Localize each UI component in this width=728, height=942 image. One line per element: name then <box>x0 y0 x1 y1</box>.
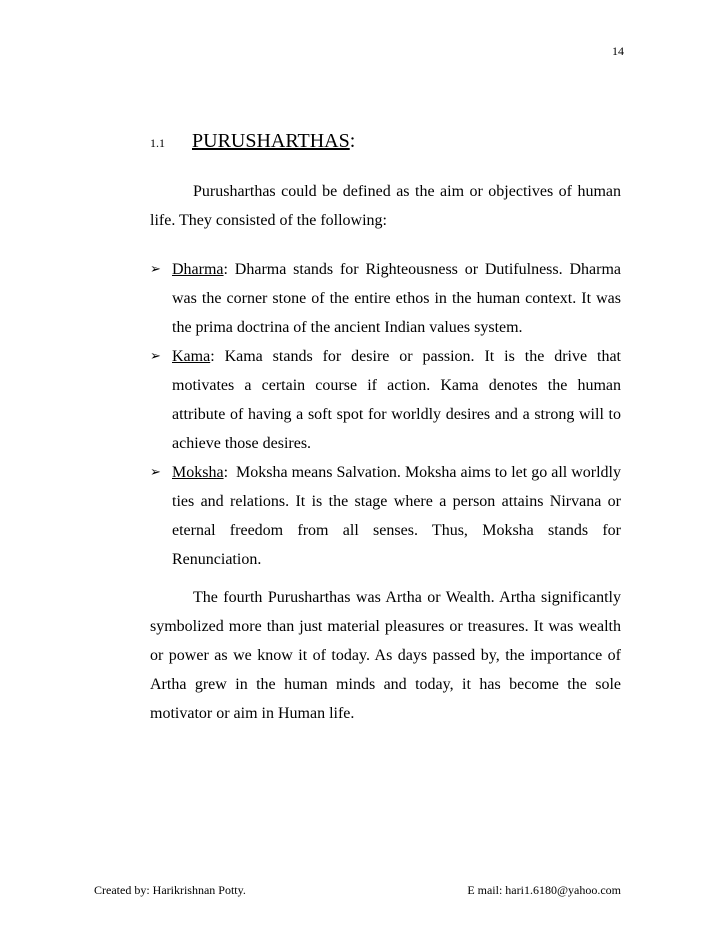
section-title <box>192 129 355 153</box>
footer-email: E mail: hari1.6180@yahoo.com <box>467 883 621 897</box>
arrow-bullet-icon: ➢ <box>150 465 161 480</box>
definition-moksha: : Moksha means Salvation. Moksha aims to let go all worldly ties and relations. It is the stage where a person attains Nirvana or eternal freedom from all senses. Thus, Moksha stands for Renunciation. <box>172 464 625 568</box>
intro-paragraph <box>150 177 621 235</box>
closing-paragraph <box>150 583 621 728</box>
arrow-bullet-icon: ➢ <box>150 262 161 277</box>
section-number: 1.1 <box>150 136 165 150</box>
term-kama: Kama <box>172 348 211 365</box>
list-item-moksha <box>150 458 625 574</box>
closing-text: The fourth Purusharthas was Artha or Wealth. Artha significantly symbolized more than just material pleasures or treasures. It was wealth or power as we know it of today. As days passed by, the importance of Artha grew in the human minds and today, it has become the sole motivator or aim in Human life. <box>150 589 621 722</box>
term-dharma: Dharma <box>172 261 224 278</box>
section-title-colon: : <box>349 130 356 152</box>
definition-kama: : Kama stands for desire or passion. It is the drive that motivates a certain course if action. Kama denotes the human attribute of having a soft spot for worldly desires and a strong will to achieve those desires. <box>172 348 621 452</box>
list-item-dharma <box>150 255 621 342</box>
section-title-text: PURUSHARTHAS <box>192 130 350 152</box>
intro-text: Purusharthas could be defined as the aim or objectives of human life. They consisted of the following: <box>150 183 621 229</box>
footer-author: Created by: Harikrishnan Potty. <box>94 883 246 897</box>
purusharthas-list <box>150 255 625 574</box>
term-moksha: Moksha <box>172 464 224 481</box>
page-number: 14 <box>612 44 624 58</box>
list-item-kama <box>150 342 621 458</box>
arrow-bullet-icon: ➢ <box>150 349 161 364</box>
definition-dharma: : Dharma stands for Righteousness or Dutifulness. Dharma was the corner stone of the entire ethos in the human context. It was the prima doctrina of the ancient Indian values system. <box>172 261 621 336</box>
